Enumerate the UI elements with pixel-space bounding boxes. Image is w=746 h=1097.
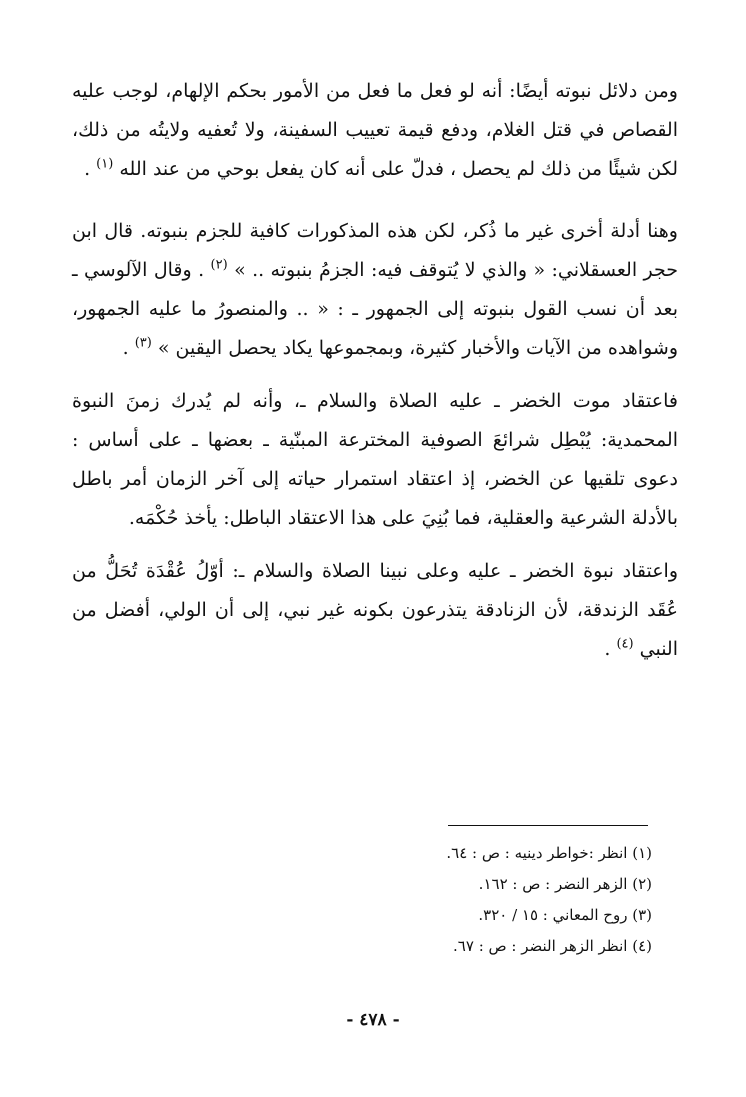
- paragraph-prophethood-evidence: [72, 72, 678, 189]
- footnote-reference[interactable]: (١): [96, 156, 114, 172]
- footnote-reference[interactable]: (٢): [210, 257, 228, 273]
- paragraph-text: فاعتقاد موت الخضر ـ عليه الصلاة والسلام ـ، وأنه لم يُدرك زمنَ النبوة المحمدية: يُبْطِل شرائعَ الصوفية المخترعة المبنّية ـ بعضها ـ على أساس : دعوى تلقيها عن الخضر، إذ اعتقاد استمرار حياته إلى آخر الزمان أمر باطل بالأدلة الشرعية والعقلية، فما بُنِيَ على هذا الاعتقاد الباطل: يأخذ حُكْمَه.: [72, 390, 678, 529]
- paragraph-end: .: [84, 158, 97, 180]
- page-number: - ٤٧٨ -: [346, 1010, 400, 1030]
- footnote-4: (٤) انظر الزهر النضر : ص : ٦٧.: [453, 937, 652, 955]
- footnote-reference[interactable]: (٤): [616, 636, 634, 652]
- footnote-reference[interactable]: (٣): [134, 335, 152, 351]
- paragraph-other-evidence: [72, 212, 678, 368]
- paragraph-text: وهنا أدلة أخرى غير ما ذُكر، لكن هذه المذكورات كافية للجزم بنبوته. قال ابن حجر العسقلاني: « والذي لا يُتوقف فيه: الجزمُ بنبوته .. »: [72, 220, 679, 281]
- footnote-separator: [448, 825, 648, 826]
- paragraph-end: .: [604, 638, 617, 660]
- paragraph-end: .: [122, 337, 135, 359]
- footnotes: [300, 838, 652, 962]
- footnote-2: (٢) الزهر النضر : ص : ١٦٢.: [478, 875, 652, 893]
- paragraph-text: واعتقاد نبوة الخضر ـ عليه وعلى نبينا الصلاة والسلام ـ: أوّلُ عُقْدَة تُحَلُّ من عُقَد الزندقة، لأن الزنادقة يتذرعون بكونه غير نبي، إلى أن الولي، أفضل من النبي: [72, 560, 678, 660]
- paragraph-text-continued: . وقال الآلوسي ـ بعد أن نسب القول بنبوته إلى الجمهور ـ : « .. والمنصورُ ما عليه الجمهور، وشواهده من الآيات والأخبار كثيرة، وبمجموعها يكاد يحصل اليقين »: [72, 259, 678, 359]
- paragraph-khidr-prophethood: [72, 552, 678, 669]
- footnote-1: (١) انظر :خواطر دينيه : ص : ٦٤.: [446, 844, 652, 862]
- paragraph-khidr-death: [72, 382, 678, 538]
- paragraph-text: ومن دلائل نبوته أيضًا: أنه لو فعل ما فعل من الأمور بحكم الإلهام، لوجب عليه القصاص في قتل الغلام، ودفع قيمة تعييب السفينة، ولا تُعفيه ولايتُه من ذلك، لكن شيئًا من ذلك لم يحصل ، فدلّ على أنه كان يفعل بوحي من عند الله: [72, 80, 678, 180]
- footnote-3: (٣) روح المعاني : ١٥ / ٣٢٠.: [478, 906, 652, 924]
